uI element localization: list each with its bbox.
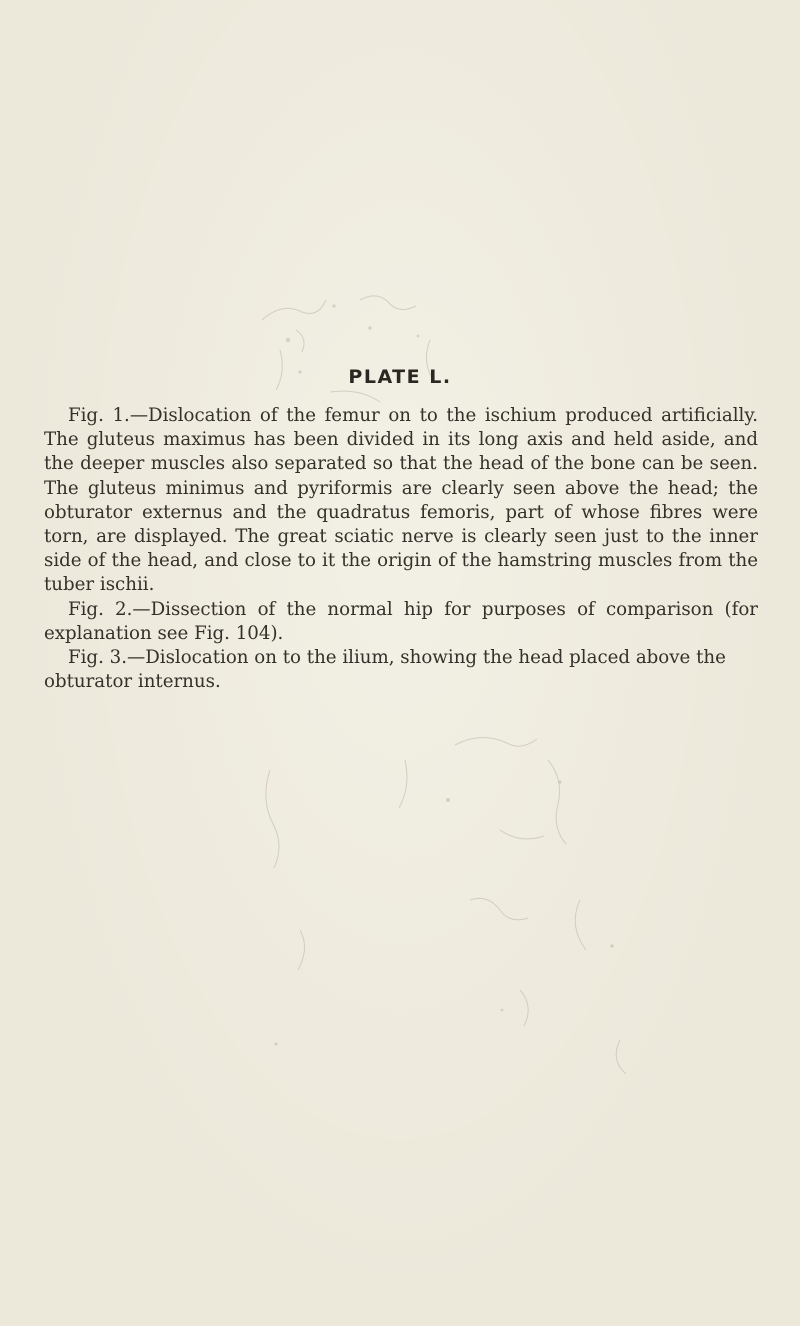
figure-label: Fig. 2. — [68, 598, 133, 620]
figure-label: Fig. 1. — [68, 405, 130, 426]
plate-title: PLATE L. — [348, 366, 452, 388]
caption-text: —Dissection of the normal hip for purposes of comparison (for explanation see Fig. 104). — [44, 598, 758, 644]
caption-text: —Dislocation of the femur on to the ischium produced artificially. The gluteus maximus has been divided in its long axis and held aside, and the deeper muscles also separated so that the head of the bone can be seen. The gluteus minimus and pyriformis are clearly seen above the head; the obturator externus and the quadratus femoris, part of whose fibres were torn, are displayed. The great sciatic nerve is clearly seen just to the inner side of the head, and close to it the origin of the hamstring muscles from the tuber ischii. — [44, 405, 758, 596]
figure-caption-1 — [44, 404, 758, 598]
figure-caption-3 — [44, 646, 758, 694]
figure-caption-2 — [44, 598, 758, 646]
figure-label: Fig. 3. — [68, 647, 127, 669]
caption-text: —Dislocation on to the ilium, showing the head placed above the obturator internus. — [44, 647, 726, 693]
plate-captions — [44, 404, 758, 694]
